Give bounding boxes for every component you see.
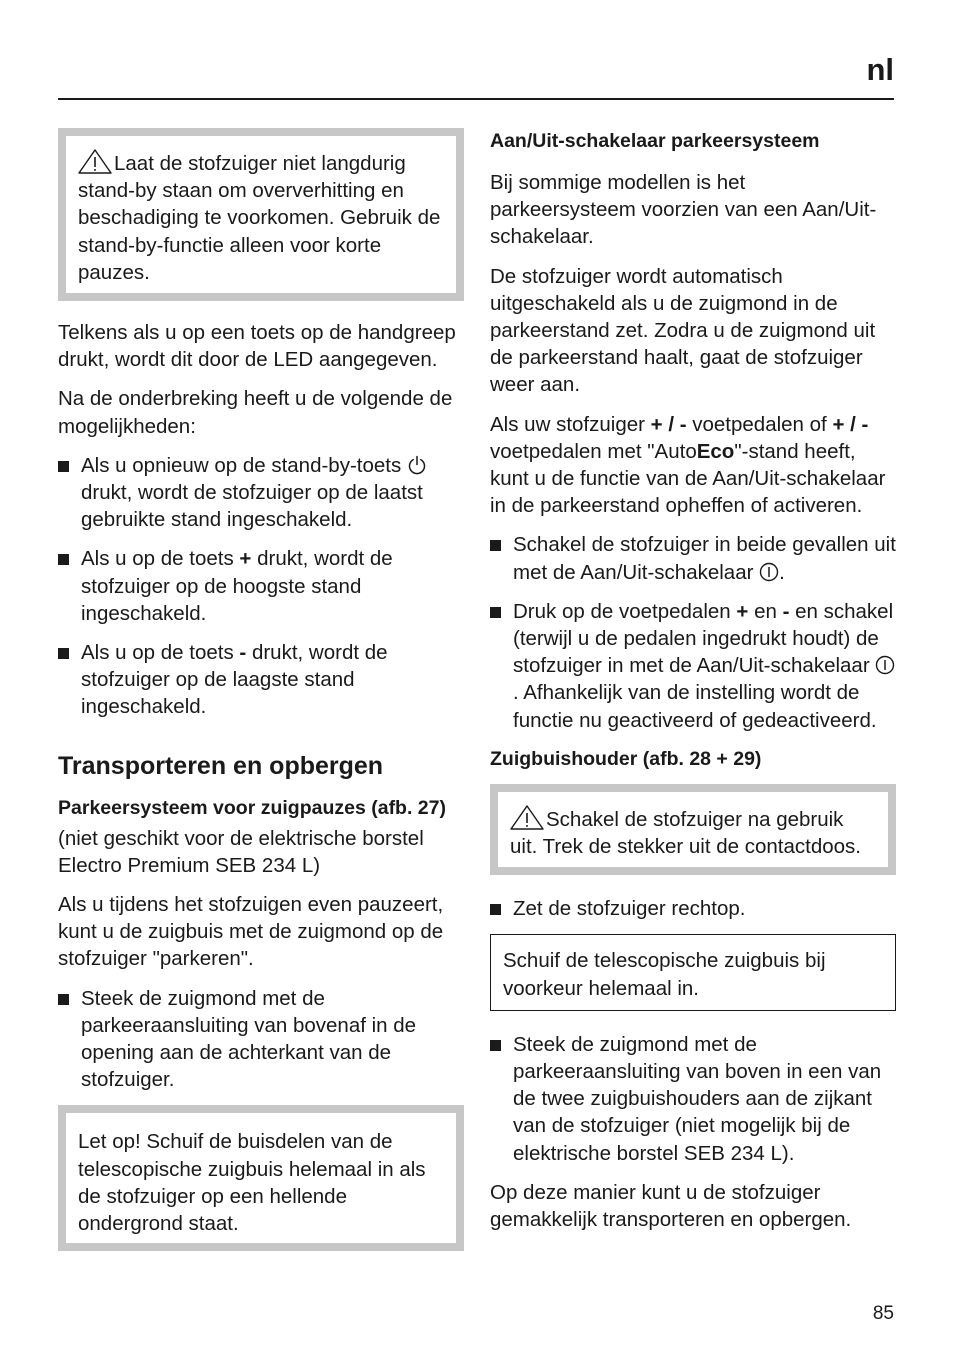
onoff-switch-icon bbox=[759, 562, 779, 582]
list-item: Als u opnieuw op de stand-by-toets drukt, wordt de stofzuiger op de laatst gebruikte stand ingeschakeld. bbox=[58, 452, 464, 534]
standby-warning-box bbox=[58, 128, 464, 301]
list-item: Als u op de toets - drukt, wordt de stofzuiger op de laagste stand ingeschakeld. bbox=[58, 639, 464, 721]
bullet-square-icon bbox=[490, 1040, 501, 1051]
left-column bbox=[58, 128, 464, 1251]
minus-key: - bbox=[239, 641, 247, 665]
note-text: Schuif de telescopische zuigbuis bij voorkeur helemaal in. bbox=[503, 949, 826, 1000]
holder-steps bbox=[490, 1031, 896, 1167]
led-paragraph: Telkens als u op een toets op de handgreep drukt, wordt dit door de LED aangegeven. bbox=[58, 321, 456, 372]
bullet-square-icon bbox=[490, 607, 501, 618]
options-list bbox=[58, 452, 464, 721]
section-heading: Transporteren en opbergen bbox=[58, 751, 384, 780]
warning-triangle-icon bbox=[510, 805, 544, 830]
list-item: Steek de zuigmond met de parkeeraansluiting van boven in een van de twee zuigbuishouders aan de zijkant van de stofzuiger (niet mogelijk bij de elektrische borstel SEB 234 L). bbox=[490, 1031, 896, 1167]
list-item: Als u op de toets + drukt, wordt de stofzuiger op de hoogste stand ingeschakeld. bbox=[58, 545, 464, 627]
tip-text: Let op! Schuif de buisdelen van de telescopische zuigbuis helemaal in als de stofzuiger op een hellende ondergrond staat. bbox=[78, 1130, 426, 1236]
list-item: Druk op de voetpedalen + en - en schakel (terwijl u de pedalen ingedrukt houdt) de stofzuiger in met de Aan/Uit-schakelaar . Afhankelijk van de instelling wordt de functie nu geactiveerd of gedeactiveerd. bbox=[490, 598, 896, 734]
bullet-square-icon bbox=[58, 461, 69, 472]
right-column bbox=[490, 128, 896, 1245]
onoff-steps bbox=[490, 531, 896, 733]
bullet-square-icon bbox=[58, 994, 69, 1005]
plus-key: + bbox=[239, 547, 252, 571]
bullet-square-icon bbox=[58, 554, 69, 565]
options-intro: Na de onderbreking heeft u de volgende de mogelijkheden: bbox=[58, 387, 453, 438]
not-suitable-note: (niet geschikt voor de elektrische borstel Electro Premium SEB 234 L) bbox=[58, 826, 424, 877]
unplug-warning-box bbox=[490, 784, 896, 875]
note-box bbox=[490, 934, 896, 1010]
onoff-subheading: Aan/Uit-schakelaar parkeersysteem bbox=[490, 130, 820, 152]
upright-steps bbox=[490, 895, 896, 922]
page-number: 85 bbox=[872, 1303, 894, 1324]
onoff-intro: Bij sommige modellen is het parkeersysteem voorzien van een Aan/Uit-schakelaar. bbox=[490, 171, 877, 249]
parking-steps bbox=[58, 985, 464, 1094]
standby-power-icon bbox=[407, 455, 427, 475]
pedals-paragraph: Als uw stofzuiger + / - voetpedalen of + / - voetpedalen met "AutoEco"-stand heeft, kunt u de functie van de Aan/Uit-schakelaar in de parkeerstand opheffen of activeren. bbox=[490, 412, 886, 518]
parking-paragraph: Als u tijdens het stofzuigen even pauzeert, kunt u de zuigbuis met de zuigmond op de stofzuiger "parkeren". bbox=[58, 893, 444, 971]
bullet-square-icon bbox=[490, 904, 501, 915]
language-code: nl bbox=[866, 52, 894, 87]
header-rule bbox=[58, 98, 894, 100]
parking-subheading: Parkeersysteem voor zuigpauzes (afb. 27) bbox=[58, 796, 446, 819]
standby-warning-text: Laat de stofzuiger niet langdurig stand-by staan om oververhitting en beschadiging te voorkomen. Gebruik de stand-by-functie alleen voor korte pauzes. bbox=[78, 152, 441, 284]
list-item: Zet de stofzuiger rechtop. bbox=[490, 895, 896, 922]
warning-triangle-icon bbox=[78, 149, 112, 174]
tip-box bbox=[58, 1105, 464, 1251]
holder-subheading: Zuigbuishouder (afb. 28 + 29) bbox=[490, 747, 762, 770]
unplug-warning-text: Schakel de stofzuiger na gebruik uit. Trek de stekker uit de contactdoos. bbox=[510, 807, 861, 859]
bullet-square-icon bbox=[58, 648, 69, 659]
list-item: Schakel de stofzuiger in beide gevallen uit met de Aan/Uit-schakelaar . bbox=[490, 531, 896, 585]
bullet-square-icon bbox=[490, 540, 501, 551]
auto-off-paragraph: De stofzuiger wordt automatisch uitgeschakeld als u de zuigmond in de parkeerstand zet. Zodra u de zuigmond uit de parkeerstand haalt, gaat de stofzuiger weer aan. bbox=[490, 264, 876, 397]
onoff-switch-icon bbox=[875, 655, 895, 675]
list-item: Steek de zuigmond met de parkeeraansluiting van bovenaf in de opening aan de achterkant van de stofzuiger. bbox=[58, 985, 464, 1094]
closing-paragraph: Op deze manier kunt u de stofzuiger gemakkelijk transporteren en opbergen. bbox=[490, 1180, 852, 1232]
